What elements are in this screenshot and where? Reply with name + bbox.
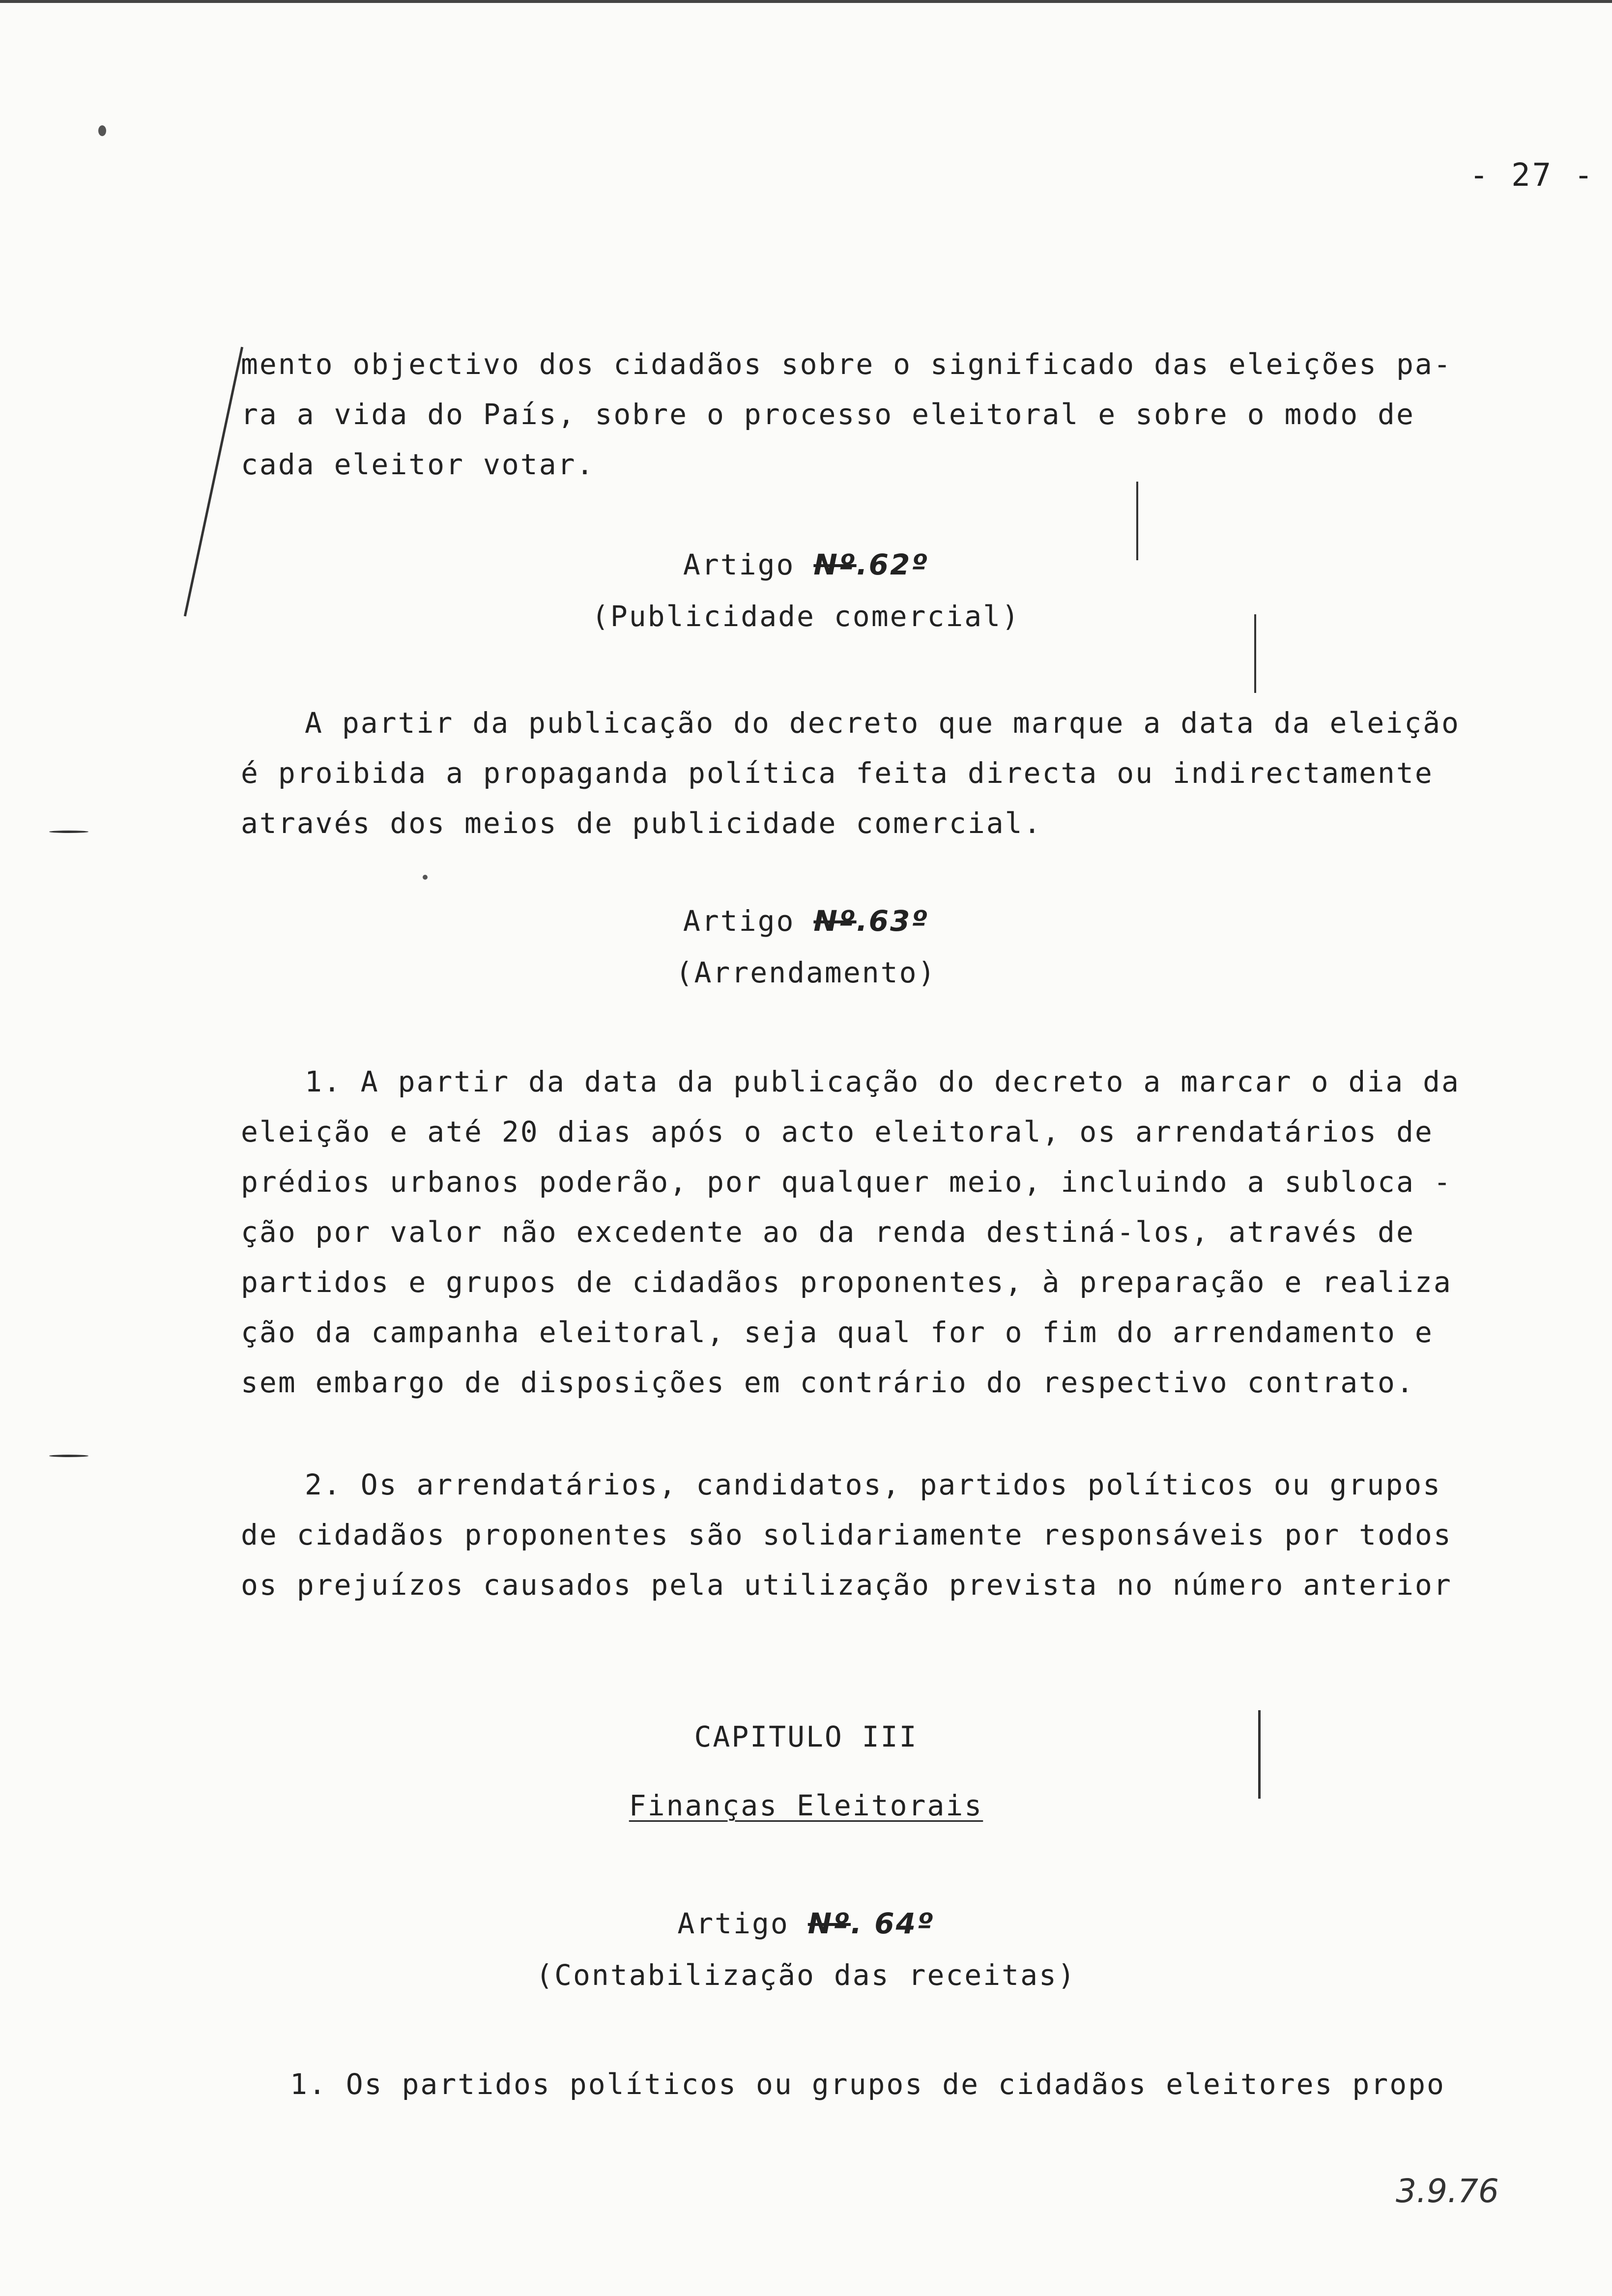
handwritten-number: . 64º	[851, 1907, 935, 1940]
article-62-subtitle: (Publicidade comercial)	[591, 600, 1021, 633]
handwritten-number: .63º	[856, 904, 929, 938]
scan-dot	[423, 875, 428, 880]
article-62-heading	[0, 548, 1612, 581]
text-line: eleição e até 20 dias após o acto eleitoral, os arrendatários de	[241, 1115, 1434, 1148]
article-62-body	[241, 698, 1578, 848]
text-line: ção por valor não excedente ao da renda destiná-los, através de	[241, 1215, 1415, 1249]
text-line: os prejuízos causados pela utilização prevista no número anterior	[241, 1568, 1452, 1602]
text-line: é proibida a propaganda política feita directa ou indirectamente	[241, 756, 1434, 790]
scan-dot	[98, 125, 106, 136]
text-line: através dos meios de publicidade comercial.	[241, 806, 1042, 840]
handwritten-number: .62º	[856, 548, 929, 581]
article-64-paragraph-1	[241, 2059, 1578, 2109]
top-border	[0, 0, 1612, 3]
text-line: 1. Os partidos políticos ou grupos de cidadãos eleitores propo	[290, 2067, 1445, 2101]
article-63-heading	[0, 904, 1612, 938]
text-line: ção da campanha eleitoral, seja qual for o fim do arrendamento e	[241, 1316, 1434, 1349]
struck-number: Nº	[813, 548, 857, 581]
text-line: cada eleitor votar.	[241, 448, 595, 481]
text-line: de cidadãos proponentes são solidariamente responsáveis por todos	[241, 1518, 1452, 1551]
article-64-heading	[0, 1907, 1612, 1940]
handwritten-date: 3.9.76	[1396, 2172, 1499, 2210]
punch-hole-arc	[49, 831, 88, 833]
article-label: Artigo	[677, 1907, 789, 1940]
article-63-paragraph-1	[241, 1057, 1578, 1407]
text-line: 2. Os arrendatários, candidatos, partidos políticos ou grupos	[305, 1468, 1442, 1501]
text-line: sem embargo de disposições em contrário do respectivo contrato.	[241, 1366, 1415, 1399]
page-number: - 27 -	[1469, 157, 1595, 194]
chapter-title: Finanças Eleitorais	[629, 1789, 983, 1822]
text-line: prédios urbanos poderão, por qualquer meio, incluindo a subloca -	[241, 1165, 1452, 1199]
text-line: partidos e grupos de cidadãos proponentes, à preparação e realiza	[241, 1265, 1452, 1299]
struck-number: Nº	[807, 1907, 851, 1940]
text-line: 1. A partir da data da publicação do decreto a marcar o dia da	[305, 1065, 1460, 1098]
article-label: Artigo	[683, 904, 795, 938]
text-line: A partir da publicação do decreto que marque a data da eleição	[305, 706, 1460, 740]
chapter-title-wrap	[0, 1789, 1612, 1822]
punch-hole-arc	[49, 1455, 88, 1457]
struck-number: Nº	[813, 904, 857, 938]
text-line: mento objectivo dos cidadãos sobre o significado das eleições pa-	[241, 347, 1452, 381]
article-label: Artigo	[683, 548, 795, 581]
article-63-subtitle: (Arrendamento)	[675, 956, 937, 989]
text-line: ra a vida do País, sobre o processo eleitoral e sobre o modo de	[241, 398, 1415, 431]
article-63-paragraph-2	[241, 1460, 1578, 1610]
chapter-number: CAPITULO III	[694, 1720, 918, 1753]
intro-paragraph	[241, 339, 1578, 489]
article-64-subtitle: (Contabilização das receitas)	[536, 1958, 1076, 1992]
